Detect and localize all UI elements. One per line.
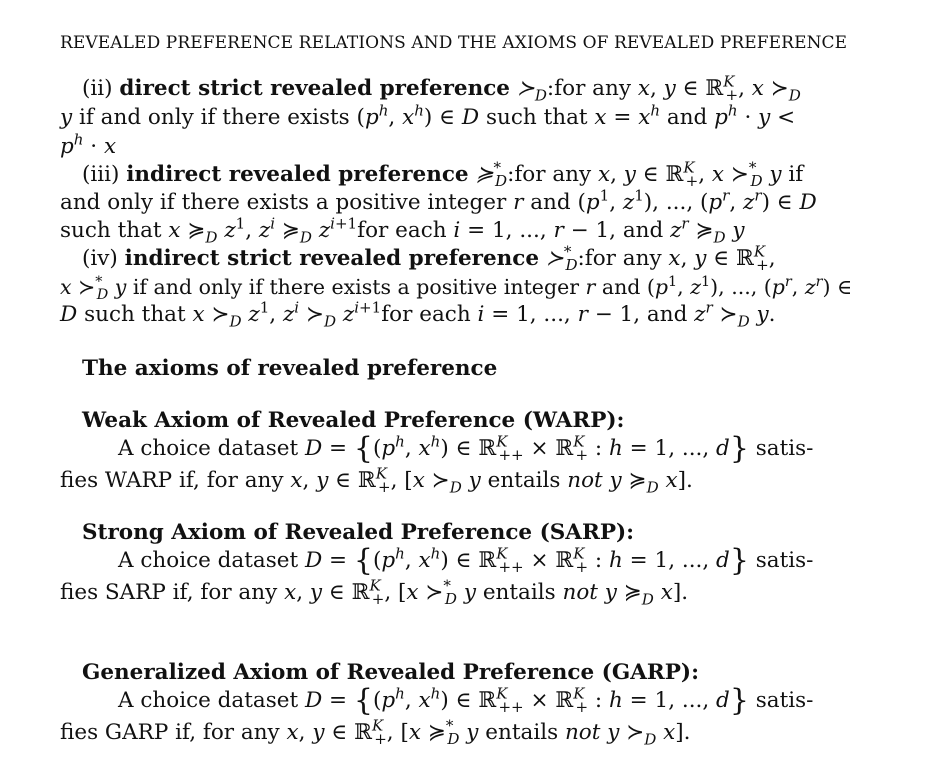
- axiom-sarp-line-1: A choice dataset $D = \{(p^h$, $x^h$) ∈ ℝ$^K_{++}$ × ℝ$^K_+$ : h = 1, ..., d} satis-: [118, 543, 814, 578]
- definition-ii-line-3: $p^h \cdot x$: [60, 130, 117, 159]
- definition-ii-symbol: $≻_D$: [516, 76, 547, 105]
- definition-iii-term: indirect revealed preference: [126, 162, 469, 187]
- definition-iii-line-3: such that x $≽_D$ $z^1$, $z^i$ $≽_D$ $z^{i+1}for$ each i = 1, ..., r − 1, and $z^r$ $≽_D$ y: [60, 214, 745, 247]
- axiom-garp-title: Generalized Axiom of Revealed Preference (GARP):: [82, 660, 700, 685]
- definition-ii-line-1: [82, 72, 801, 105]
- definition-ii-term: direct strict revealed preference: [119, 76, 510, 101]
- axiom-warp-line-2: fies WARP if, for any x, y ∈ ℝ$^K_+$, [x $≻_D$ y entails not y $≽_D$ x].: [60, 464, 693, 497]
- running-head: REVEALED PREFERENCE RELATIONS AND THE AXIOMS OF REVEALED PREFERENCE: [60, 33, 848, 53]
- definition-iii-line-2: and only if there exists a positive integer r and ($p^1$, $z^1$), ..., ($p^r$, $z^r$) ∈ D: [60, 186, 817, 215]
- definition-iv-line-3: D such that x $≻_D$ $z^1$, $z^i$ $≻_D$ $z^{i+1}for$ each i = 1, ..., r − 1, and $z^r$ $≻_D$ y.: [60, 298, 776, 331]
- definition-iv-line-2: x $≻^*_D$ y if and only if there exists a positive integer r and ($p^1$, $z^1$), ..., ($p^r$, $z^r$) ∈: [60, 274, 853, 304]
- definition-iii-line-1: [82, 158, 804, 191]
- axiom-warp-line-1: A choice dataset $D = \{(p^h$, $x^h$) ∈ ℝ$^K_{++}$ × ℝ$^K_+$ : h = 1, ..., d} satis-: [118, 431, 814, 466]
- definition-ii-line-2: y if and only if there exists ($p^h$, $x^h$) ∈ D such that $x = x^h$ and $p^h \cdot y$ <: [60, 101, 796, 130]
- definition-ii-line-1-rest: :for any x, y ∈ ℝ$^K_+$, x $≻_D$: [546, 72, 801, 105]
- definition-iv-term: indirect strict revealed preference: [124, 246, 540, 271]
- definition-ii-label: (ii): [82, 76, 113, 101]
- definition-iii-symbol: $≽^*_D$: [475, 158, 508, 191]
- axiom-sarp-title: Strong Axiom of Revealed Preference (SARP):: [82, 520, 635, 545]
- definition-iv-symbol: $≻^*_D$: [545, 242, 578, 275]
- axiom-warp-title: Weak Axiom of Revealed Preference (WARP):: [82, 408, 625, 433]
- definition-iii-label: (iii): [82, 162, 120, 187]
- axiom-garp-line-2: fies GARP if, for any x, y ∈ ℝ$^K_+$, [x $≽^*_D$ y entails not y $≻_D$ x].: [60, 716, 691, 749]
- axiom-sarp-line-2: fies SARP if, for any x, y ∈ ℝ$^K_+$, [x $≻^*_D$ y entails not y $≽_D$ x].: [60, 576, 689, 609]
- definition-iv-line-1: [82, 242, 776, 275]
- definition-iv-line-1-rest: :for any x, y ∈ ℝ$^K_+$,: [577, 242, 776, 275]
- definition-iv-label: (iv): [82, 246, 118, 271]
- definition-iii-line-1-rest: :for any x, y ∈ ℝ$^K_+$, x $≻^*_D$ y if: [507, 158, 804, 191]
- section-heading: The axioms of revealed preference: [82, 356, 498, 381]
- axiom-garp-line-1: A choice dataset $D = \{(p^h$, $x^h$) ∈ ℝ$^K_{++}$ × ℝ$^K_+$ : h = 1, ..., d} satis-: [118, 683, 814, 718]
